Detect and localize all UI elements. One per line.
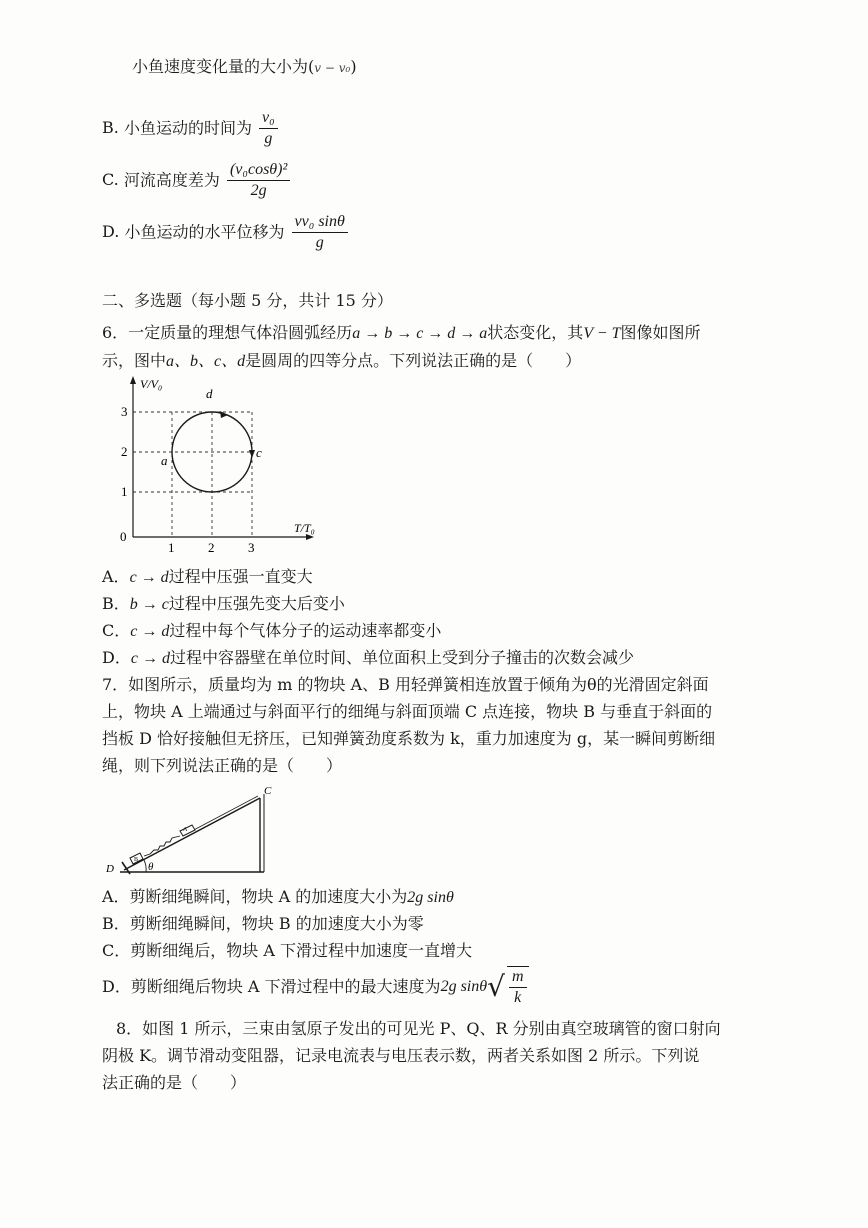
y-axis-label: V/V₀ — [140, 377, 163, 391]
q7-line3: 挡板 D 恰好接触但无挤压，已知弹簧劲度系数为 k，重力加速度为 g，某一瞬间剪断细 — [102, 729, 716, 748]
point-d-label: d — [206, 386, 213, 401]
string — [190, 796, 258, 832]
q6-option-c[interactable]: C．c → d过程中每个气体分子的运动速率都变小 — [102, 621, 442, 640]
y-tick-2: 2 — [121, 444, 128, 459]
q7-option-d[interactable]: D．剪断细绳后物块 A 下滑过程中的最大速度为2g sinθ√ $\frac{m}{k}$ — [102, 966, 529, 1008]
prev-option-c: C. 河流高度差为 $\frac{\text{(v₀cosθ)²}}{2g}$ — [102, 160, 292, 201]
x-axis-label: T/T₀ — [294, 521, 315, 535]
origin-label: 0 — [120, 529, 127, 544]
label-b: B — [134, 857, 139, 863]
delta-v-line: 小鱼速度变化量的大小为(v − v₀) — [132, 57, 357, 76]
q6-option-b[interactable]: B．b → c过程中压强先变大后变小 — [102, 594, 345, 613]
prev-option-d: D. 小鱼运动的水平位移为 $\frac{\text{vv₀ sinθ}}{g}$ — [102, 212, 350, 253]
q6-line2: 示，图中a、b、c、d是圆周的四等分点。下列说法正确的是（ ） — [102, 351, 582, 370]
label-theta: θ — [148, 861, 154, 873]
handwritten-answer: v − v₀ — [314, 61, 351, 75]
prev-option-b: B. 小鱼运动的时间为 $\frac{\text{v₀}}{g}$ — [102, 108, 280, 149]
q6-line1: 6．一定质量的理想气体沿圆弧经历a → b → c → d → a状态变化，其V − T图像如图所 — [102, 323, 701, 342]
q7-option-c[interactable]: C．剪断细绳后，物块 A 下滑过程中加速度一直增大 — [102, 941, 472, 960]
vt-graph — [110, 372, 330, 552]
x-tick-3: 3 — [248, 540, 255, 552]
q7-option-a[interactable]: A．剪断细绳瞬间，物块 A 的加速度大小为2g sinθ — [102, 887, 454, 906]
spring — [144, 836, 180, 856]
q7-line4: 绳，则下列说法正确的是（ ） — [102, 756, 343, 775]
label-a: A — [183, 827, 188, 833]
q7-line2: 上，物块 A 上端通过与斜面平行的细绳与斜面顶端 C 点连接，物块 B 与垂直于斜面的 — [102, 702, 713, 721]
point-a-label: a — [161, 453, 168, 468]
q7-option-b[interactable]: B．剪断细绳瞬间，物块 B 的加速度大小为零 — [102, 914, 424, 933]
q8-line2: 阴极 K。调节滑动变阻器，记录电流表与电压表示数，两者关系如图 2 所示。下列说 — [102, 1046, 700, 1065]
y-tick-3: 3 — [121, 404, 128, 419]
q6-option-a[interactable]: A．c → d过程中压强一直变大 — [102, 567, 313, 586]
q7-line1: 7．如图所示，质量均为 m 的物块 A、B 用轻弹簧相连放置于倾角为θ的光滑固定斜面 — [102, 675, 709, 694]
q8-line1: 8．如图 1 所示，三束由氢原子发出的可见光 P、Q、R 分别由真空玻璃管的窗口射向 — [116, 1019, 721, 1038]
section-title: 二、多选题（每小题 5 分，共计 15 分） — [102, 291, 393, 310]
q6-option-d[interactable]: D．c → d过程中容器壁在单位时间、单位面积上受到分子撞击的次数会减少 — [102, 648, 634, 667]
x-tick-2: 2 — [208, 540, 215, 552]
q8-line3: 法正确的是（ ） — [102, 1073, 247, 1092]
x-tick-1: 1 — [168, 540, 175, 552]
label-c: C — [264, 785, 272, 797]
label-d: D — [106, 863, 114, 875]
y-tick-1: 1 — [121, 484, 128, 499]
incline-surface — [124, 798, 260, 870]
point-c-label: c — [256, 445, 262, 460]
incline-figure — [100, 784, 290, 880]
